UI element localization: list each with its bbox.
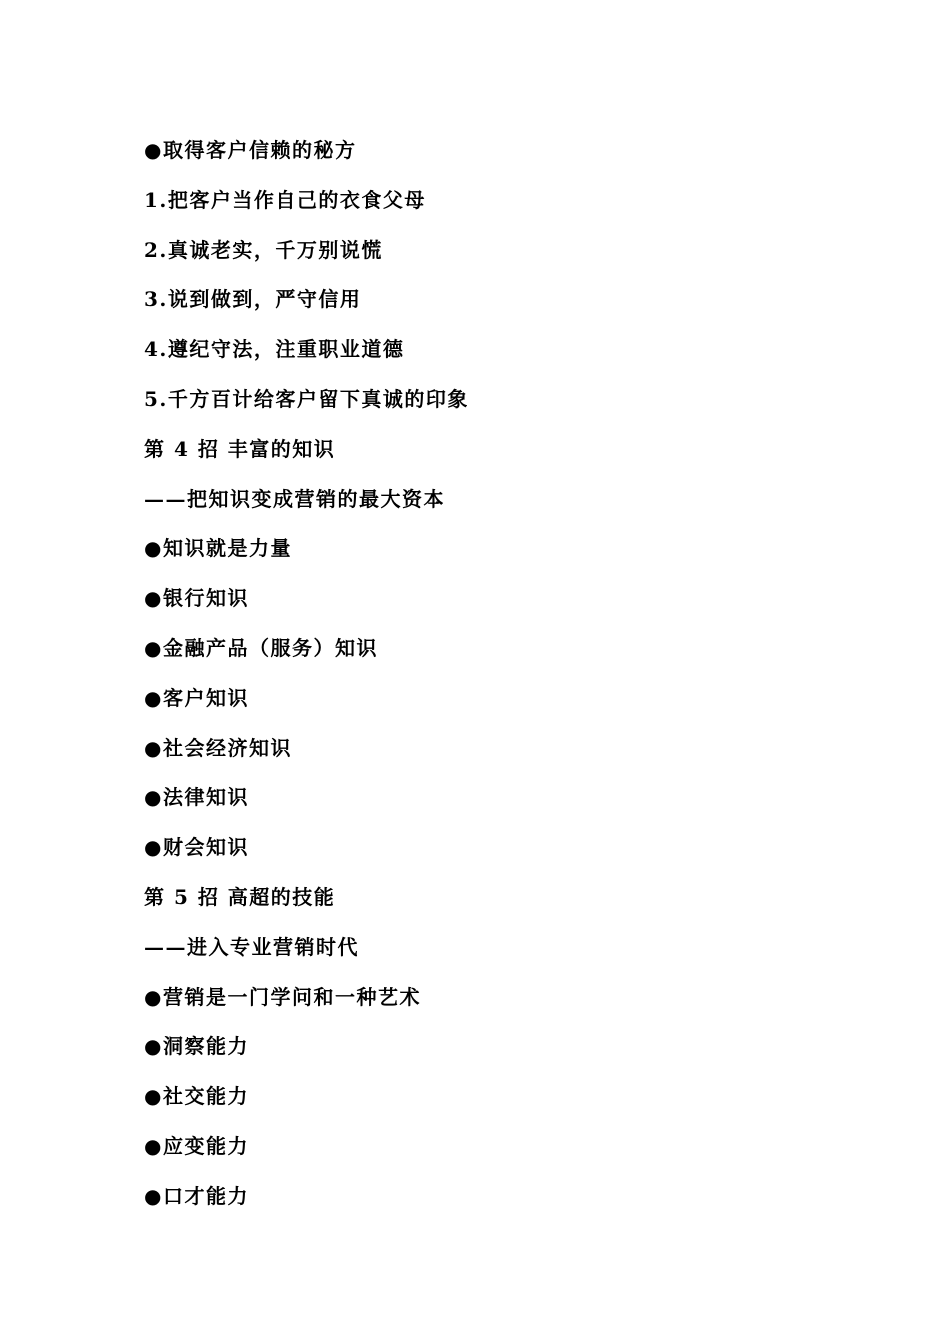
bullet-line: ●金融产品（服务）知识: [144, 635, 378, 660]
bullet-line: ●财会知识: [144, 835, 249, 860]
numbered-line-2: 2.真诚老实，千万别说慌: [144, 237, 383, 262]
bullet-line: ●营销是一门学问和一种艺术: [144, 984, 421, 1009]
bullet-line: ●社会经济知识: [144, 735, 292, 760]
section-subtitle-4: ——把知识变成营销的最大资本: [144, 486, 445, 511]
bullet-line: ●银行知识: [144, 586, 249, 611]
section-subtitle-5: ——进入专业营销时代: [144, 934, 359, 959]
bullet-line: ●法律知识: [144, 785, 249, 810]
numbered-line-5: 5.千方百计给客户留下真诚的印象: [144, 386, 469, 411]
bullet-line: ●应变能力: [144, 1133, 249, 1158]
numbered-line-1: 1.把客户当作自己的衣食父母: [144, 187, 426, 212]
section-heading-5: 第 5 招 高超的技能: [144, 884, 336, 909]
section-heading-4: 第 4 招 丰富的知识: [144, 436, 336, 461]
bullet-line: ●口才能力: [144, 1183, 249, 1208]
bullet-line: ●知识就是力量: [144, 536, 292, 561]
bullet-line-trust-secrets: ●取得客户信赖的秘方: [144, 138, 357, 162]
numbered-line-3: 3.说到做到，严守信用: [144, 287, 362, 312]
bullet-line: ●洞察能力: [144, 1034, 249, 1059]
text-lines: [144, 134, 469, 1230]
numbered-line-4: 4.遵纪守法，注重职业道德: [144, 337, 405, 362]
bullet-line: ●社交能力: [144, 1084, 249, 1109]
bullet-line: ●客户知识: [144, 685, 249, 710]
